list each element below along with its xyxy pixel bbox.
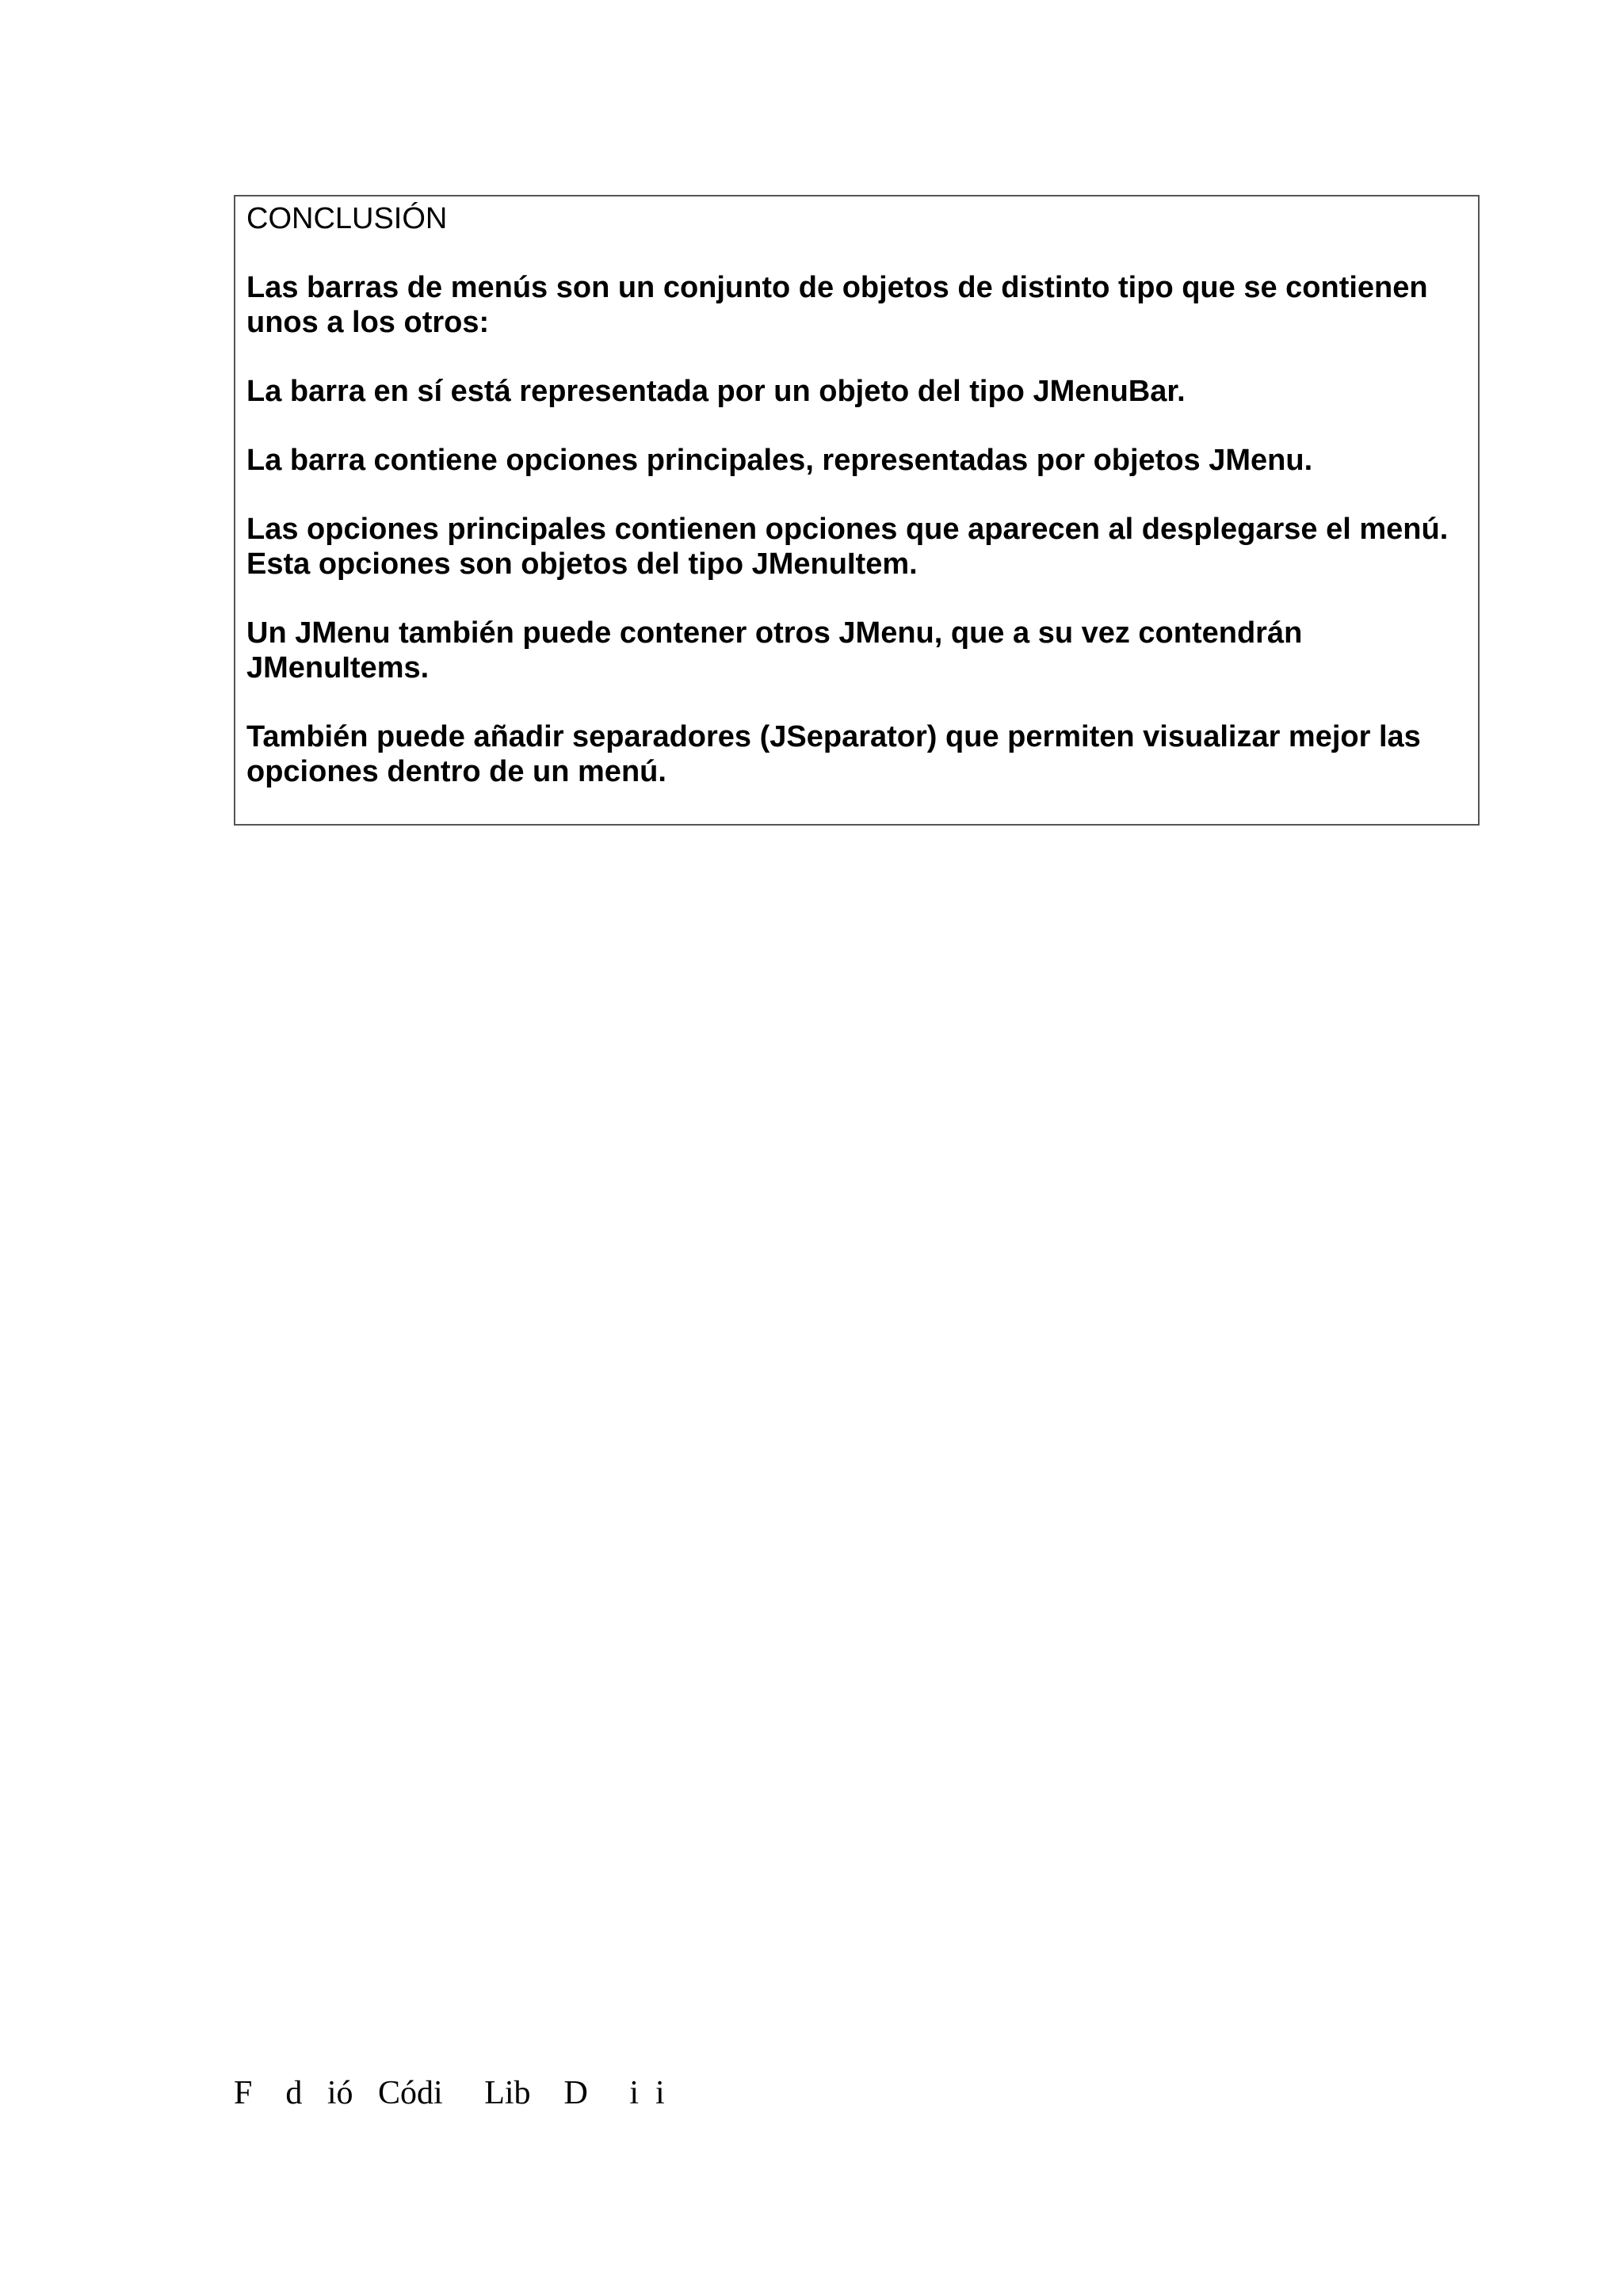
conclusion-paragraph-3: La barra contiene opciones principales, representadas por objetos JMenu. <box>246 444 1313 477</box>
conclusion-paragraph-5: Un JMenu también puede contener otros JMenu, que a su vez contendrán JMenuItems. <box>246 616 1303 685</box>
conclusion-paragraph-2: La barra en sí está representada por un objeto del tipo JMenuBar. <box>246 375 1186 408</box>
conclusion-paragraph-4: Las opciones principales contienen opciones que aparecen al desplegarse el menú. Esta opciones son objetos del tipo JMenuItem. <box>246 513 1449 581</box>
conclusion-box <box>234 195 1480 826</box>
conclusion-paragraph-6: También puede añadir separadores (JSeparator) que permiten visualizar mejor las opciones dentro de un menú. <box>246 720 1421 788</box>
conclusion-title: CONCLUSIÓN <box>246 202 448 235</box>
page-footer: F d ió Códi Lib D i i <box>234 2075 665 2111</box>
conclusion-paragraph-1: Las barras de menús son un conjunto de objetos de distinto tipo que se contienen unos a los otros: <box>246 271 1428 339</box>
